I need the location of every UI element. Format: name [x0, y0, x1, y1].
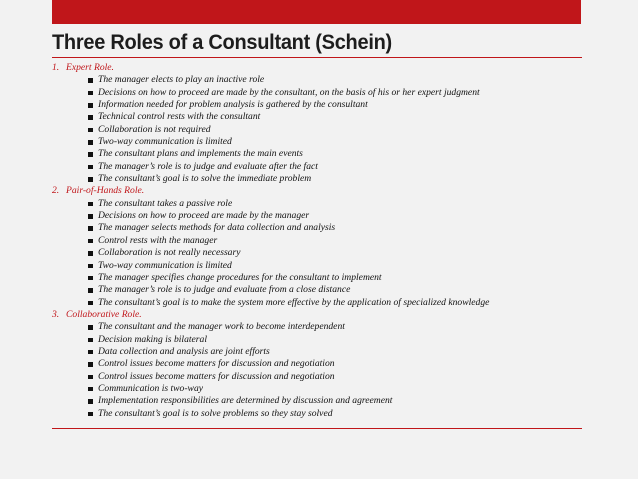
- list-item-text: The manager’s role is to judge and evaluate from a close distance: [98, 284, 351, 296]
- bottom-divider: [52, 428, 582, 429]
- list-item: [52, 173, 592, 185]
- square-bullet-icon: [88, 325, 93, 330]
- list-item-text: Control rests with the manager: [98, 234, 218, 246]
- list-item-text: The consultant’s goal is to make the system more effective by the application of specialized knowledge: [98, 296, 490, 308]
- list-item: [52, 383, 592, 395]
- list-item-text: Decisions on how to proceed are made by the manager: [98, 210, 310, 222]
- square-bullet-icon: [88, 165, 93, 170]
- list-item: [52, 371, 592, 383]
- list-item: [52, 87, 592, 99]
- section-heading-label: Expert Role.: [66, 62, 114, 73]
- square-bullet-icon: [88, 177, 93, 182]
- list-item-text: The consultant plans and implements the main events: [98, 148, 303, 160]
- square-bullet-icon: [88, 152, 93, 157]
- title-divider: [52, 57, 582, 58]
- list-item: [52, 284, 592, 296]
- list-item-text: Data collection and analysis are joint efforts: [98, 345, 270, 357]
- section-heading-collaborative-role: [52, 309, 592, 321]
- section-number: 3.: [52, 308, 60, 320]
- list-item: [52, 358, 592, 370]
- list-item: [52, 395, 592, 407]
- list-item: [52, 124, 592, 136]
- section-heading-label: Pair-of-Hands Role.: [66, 185, 145, 197]
- list-item-text: The consultant’s goal is to solve problems so they stay solved: [98, 407, 333, 419]
- list-item-text: Collaboration is not really necessary: [98, 247, 241, 259]
- list-item-text: Information needed for problem analysis is gathered by the consultant: [98, 99, 368, 111]
- list-item: [52, 260, 592, 272]
- square-bullet-icon: [88, 276, 93, 281]
- list-item-text: The manager’s role is to judge and evaluate after the fact: [98, 160, 318, 172]
- list-item-text: Collaboration is not required: [98, 123, 211, 135]
- top-accent-bar: [52, 0, 581, 24]
- list-item-text: Communication is two-way: [98, 382, 203, 394]
- list-item-text: Technical control rests with the consultant: [98, 111, 261, 123]
- square-bullet-icon: [88, 214, 93, 219]
- section-heading-label: Collaborative Role.: [66, 308, 142, 320]
- square-bullet-icon: [88, 264, 93, 269]
- section-number: 2.: [52, 185, 60, 197]
- list-item-text: Decisions on how to proceed are made by the consultant, on the basis of his or her expert judgment: [98, 86, 480, 98]
- list-item: [52, 161, 592, 173]
- list-item-text: The consultant takes a passive role: [98, 197, 233, 209]
- list-item-text: Two-way communication is limited: [98, 136, 232, 148]
- list-item: [52, 235, 592, 247]
- square-bullet-icon: [88, 399, 93, 404]
- square-bullet-icon: [88, 78, 93, 83]
- list-item: [52, 247, 592, 259]
- square-bullet-icon: [88, 91, 93, 96]
- list-item: [52, 210, 592, 222]
- list-item: [52, 222, 592, 234]
- square-bullet-icon: [88, 115, 93, 120]
- list-item-text: Control issues become matters for discussion and negotiation: [98, 358, 335, 370]
- list-item: [52, 74, 592, 86]
- list-item: [52, 297, 592, 309]
- square-bullet-icon: [88, 226, 93, 231]
- list-item-text: Decision making is bilateral: [98, 333, 207, 345]
- square-bullet-icon: [88, 362, 93, 367]
- square-bullet-icon: [88, 338, 93, 343]
- square-bullet-icon: [88, 251, 93, 256]
- square-bullet-icon: [88, 202, 93, 207]
- list-item-text: The manager selects methods for data collection and analysis: [98, 222, 336, 234]
- list-item: [52, 198, 592, 210]
- square-bullet-icon: [88, 387, 93, 392]
- list-item-text: Two-way communication is limited: [98, 259, 232, 271]
- list-item: [52, 408, 592, 420]
- square-bullet-icon: [88, 239, 93, 244]
- list-item: [52, 111, 592, 123]
- list-item-text: Implementation responsibilities are determined by discussion and agreement: [98, 395, 393, 407]
- section-heading-pair-of-hands-role: [52, 185, 592, 197]
- list-item-text: The consultant’s goal is to solve the immediate problem: [98, 173, 312, 185]
- square-bullet-icon: [88, 375, 93, 380]
- list-item-text: The manager specifies change procedures for the consultant to implement: [98, 271, 382, 283]
- slide-content: [52, 62, 592, 420]
- list-item: [52, 346, 592, 358]
- list-item: [52, 99, 592, 111]
- list-item-text: The consultant and the manager work to become interdependent: [98, 321, 345, 333]
- square-bullet-icon: [88, 128, 93, 133]
- square-bullet-icon: [88, 103, 93, 108]
- list-item-text: The manager elects to play an inactive role: [98, 74, 265, 86]
- list-item: [52, 136, 592, 148]
- slide-title: Three Roles of a Consultant (Schein): [52, 30, 392, 54]
- square-bullet-icon: [88, 288, 93, 293]
- section-number: 1.: [52, 62, 60, 73]
- list-item: [52, 272, 592, 284]
- square-bullet-icon: [88, 140, 93, 145]
- section-heading-expert-role: [52, 62, 592, 74]
- square-bullet-icon: [88, 301, 93, 306]
- list-item-text: Control issues become matters for discussion and negotiation: [98, 370, 335, 382]
- square-bullet-icon: [88, 350, 93, 355]
- list-item: [52, 148, 592, 160]
- square-bullet-icon: [88, 412, 93, 417]
- list-item: [52, 321, 592, 333]
- list-item: [52, 334, 592, 346]
